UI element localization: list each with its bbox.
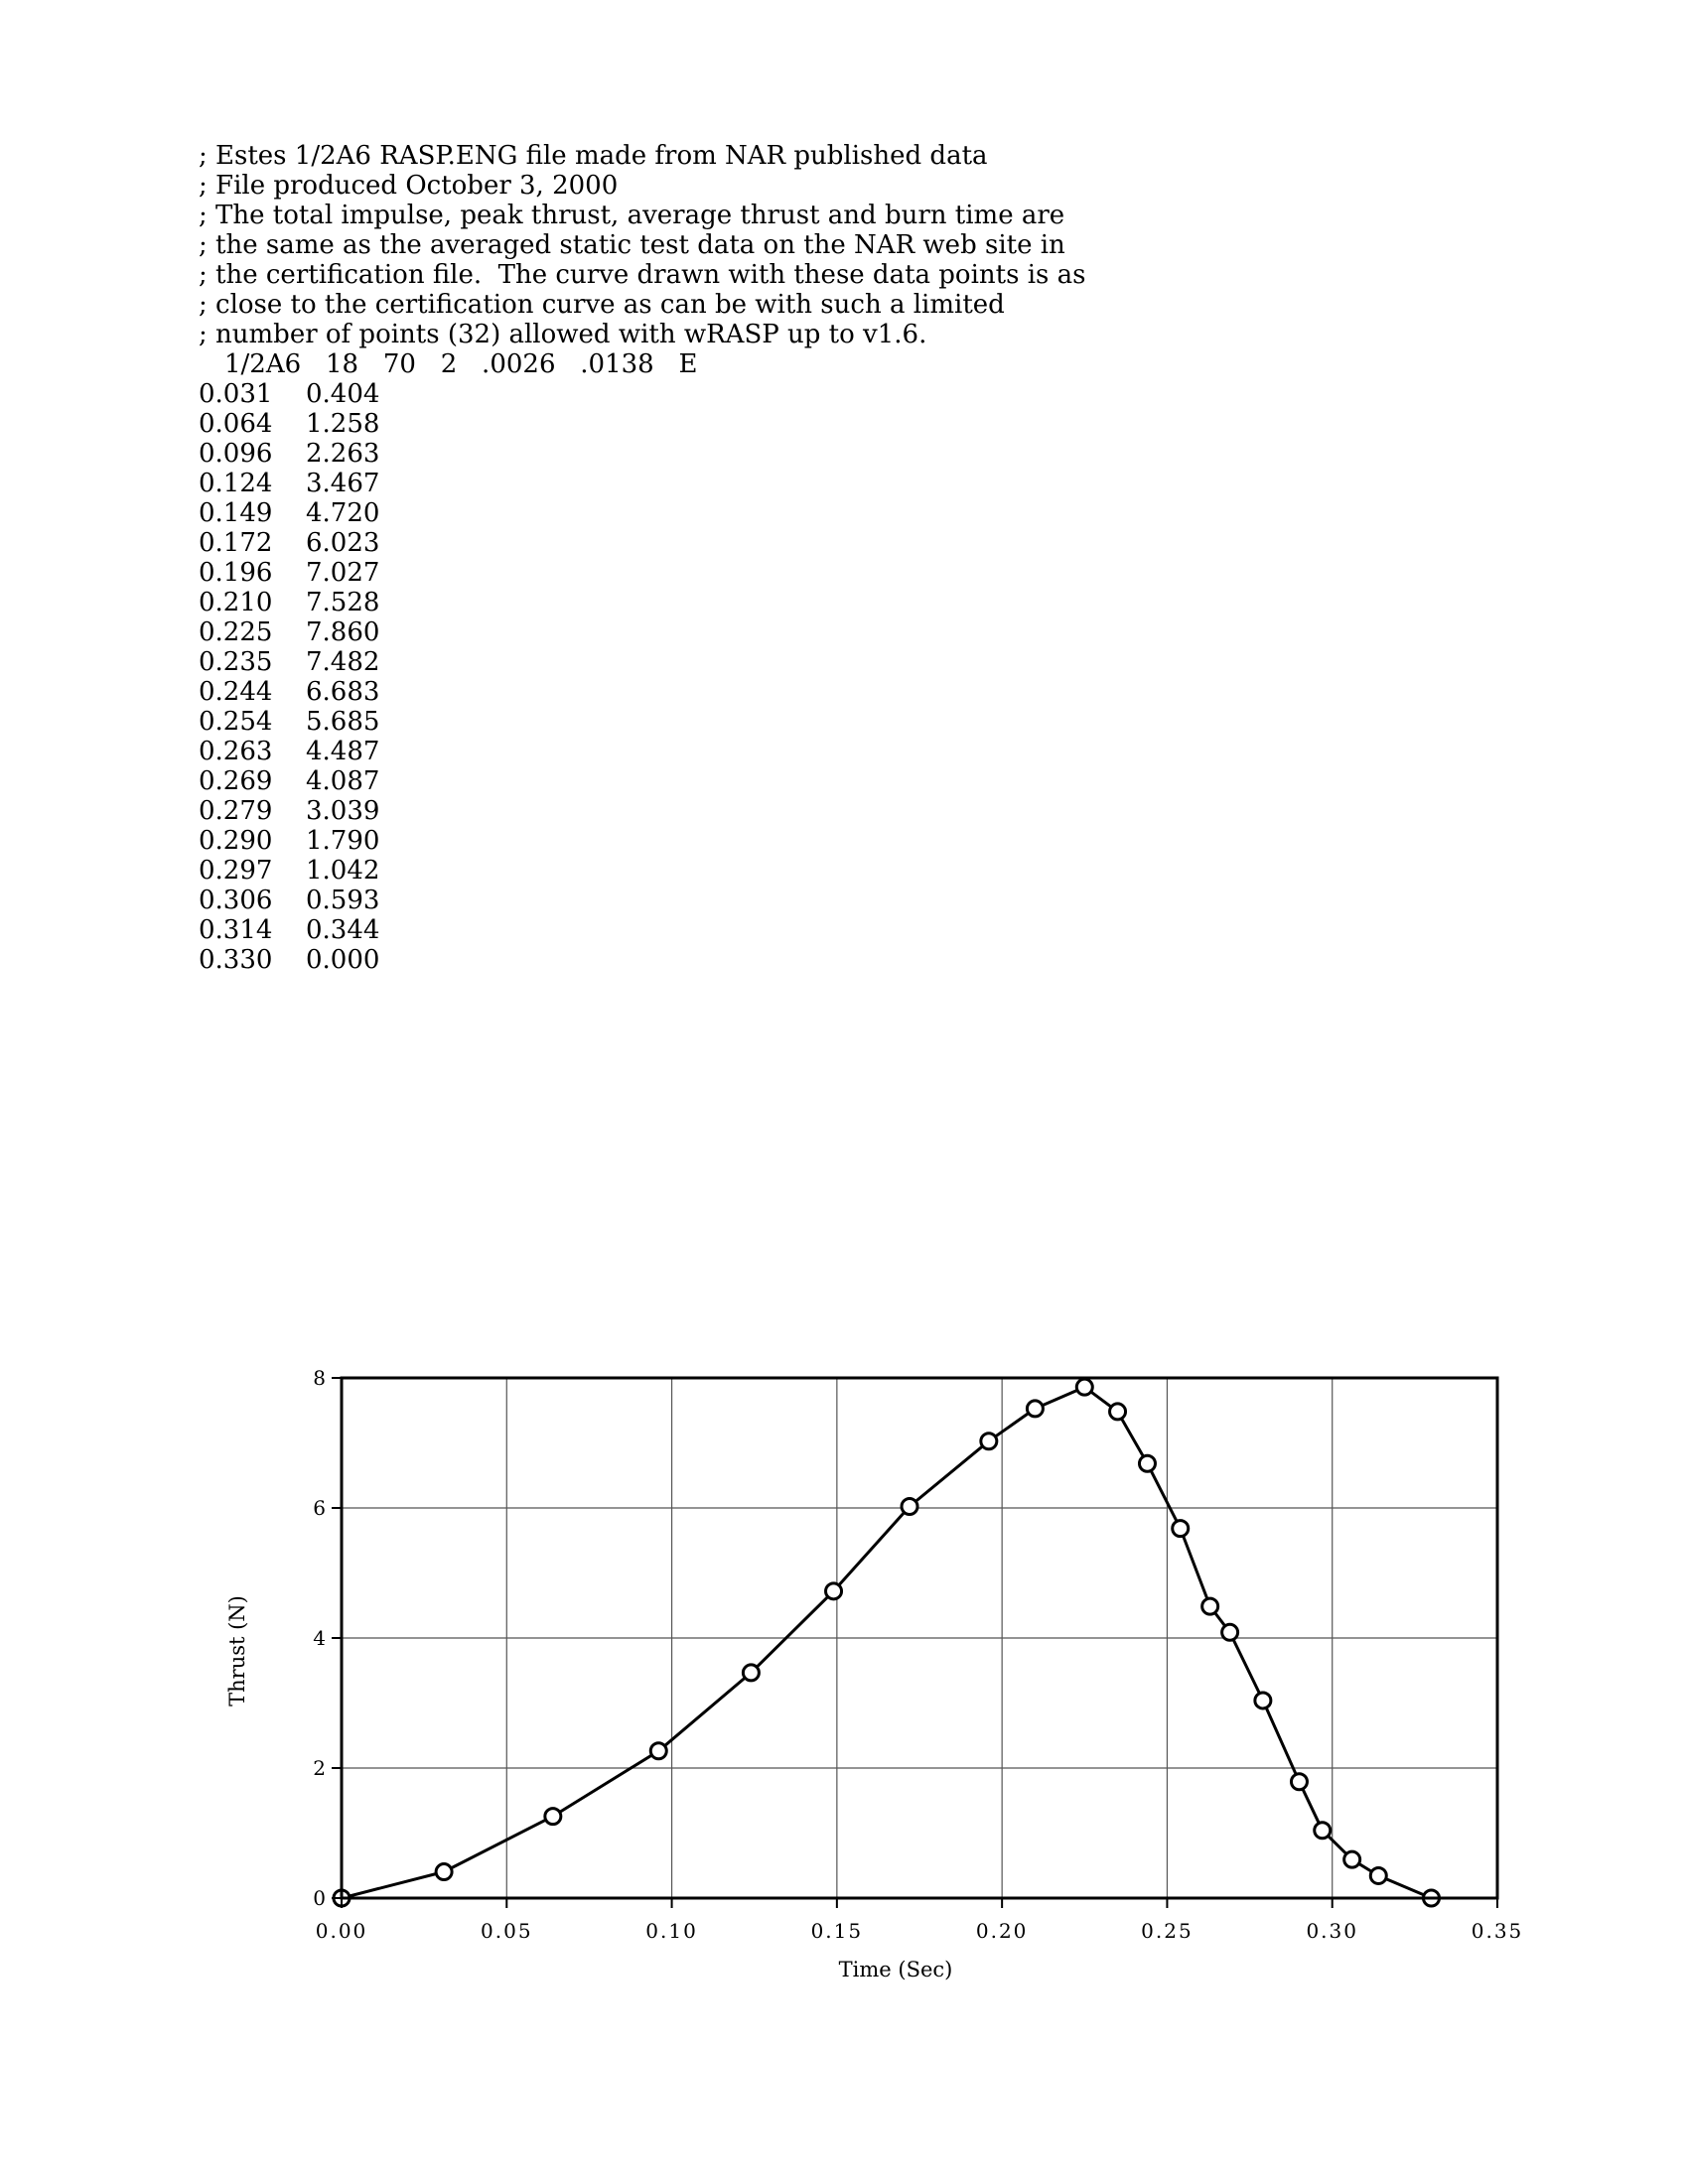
tick-labels — [313, 1366, 1523, 1943]
data-row — [199, 677, 1390, 707]
data-row — [199, 498, 1390, 528]
comment-line: ; the certification file. The curve drawn with these data points is as — [199, 260, 1086, 290]
x-tick-label: 0.20 — [975, 1919, 1029, 1943]
y-tick-label: 8 — [313, 1366, 326, 1390]
time-value: 0.124 — [199, 469, 273, 498]
data-point — [1344, 1851, 1360, 1867]
thrust-value: 6.023 — [306, 528, 380, 558]
comment-line: ; the same as the averaged static test data on the NAR web site in — [199, 230, 1065, 260]
thrust-series-line — [342, 1387, 1432, 1898]
x-axis-label: Time (Sec) — [838, 1958, 953, 1981]
comment-line: ; close to the certification curve as can be with such a limited — [199, 290, 1005, 320]
data-point — [436, 1864, 452, 1880]
y-axis-label: Thrust (N) — [225, 1595, 249, 1706]
data-row — [199, 856, 1390, 886]
time-value: 0.210 — [199, 588, 273, 617]
thrust-value: 0.404 — [306, 379, 380, 409]
time-value: 0.279 — [199, 796, 273, 826]
data-row — [199, 439, 1390, 469]
data-row — [199, 737, 1390, 766]
eng-file-text — [199, 141, 1390, 975]
data-row — [199, 588, 1390, 617]
time-value: 0.096 — [199, 439, 273, 469]
thrust-curve-chart — [0, 1350, 1688, 2045]
thrust-value: 1.790 — [306, 826, 380, 856]
data-point — [545, 1809, 561, 1825]
comment-line: ; Estes 1/2A6 RASP.ENG file made from NAR published data — [199, 141, 988, 171]
time-value: 0.314 — [199, 915, 273, 945]
x-tick-label: 0.00 — [315, 1919, 368, 1943]
thrust-value: 0.593 — [306, 886, 380, 915]
data-row — [199, 617, 1390, 647]
time-value: 0.306 — [199, 886, 273, 915]
data-point — [743, 1665, 759, 1681]
thrust-value: 1.042 — [306, 856, 380, 886]
thrust-value: 0.344 — [306, 915, 380, 945]
thrust-value: 1.258 — [306, 409, 380, 439]
motor-header-line: 1/2A6 18 70 2 .0026 .0138 E — [224, 349, 698, 379]
data-point — [1110, 1404, 1126, 1420]
data-point — [1222, 1624, 1238, 1640]
x-tick-label: 0.25 — [1141, 1919, 1194, 1943]
time-value: 0.225 — [199, 617, 273, 647]
data-row — [199, 379, 1390, 409]
x-tick-label: 0.10 — [645, 1919, 698, 1943]
data-point — [1076, 1379, 1092, 1395]
data-row — [199, 766, 1390, 796]
time-value: 0.064 — [199, 409, 273, 439]
data-row — [199, 886, 1390, 915]
data-point — [650, 1743, 666, 1759]
time-value: 0.290 — [199, 826, 273, 856]
time-value: 0.031 — [199, 379, 273, 409]
y-tick-label: 0 — [313, 1886, 326, 1910]
data-point-markers — [334, 1379, 1439, 1906]
thrust-value: 0.000 — [306, 945, 380, 975]
time-value: 0.263 — [199, 737, 273, 766]
data-point — [1139, 1455, 1155, 1471]
time-value: 0.269 — [199, 766, 273, 796]
data-row — [199, 469, 1390, 498]
data-point — [1291, 1774, 1307, 1790]
y-tick-label: 4 — [313, 1626, 326, 1650]
time-value: 0.254 — [199, 707, 273, 737]
thrust-curve-svg — [0, 1350, 1688, 2045]
comment-line: ; File produced October 3, 2000 — [199, 171, 619, 201]
series-line — [342, 1387, 1432, 1898]
thrust-data-rows — [199, 379, 1390, 975]
thrust-value: 6.683 — [306, 677, 380, 707]
grid-lines — [342, 1378, 1497, 1898]
data-point — [902, 1498, 917, 1514]
data-row — [199, 409, 1390, 439]
x-tick-label: 0.35 — [1471, 1919, 1524, 1943]
data-row — [199, 707, 1390, 737]
data-point — [981, 1433, 997, 1449]
data-row — [199, 647, 1390, 677]
x-tick-label: 0.30 — [1306, 1919, 1358, 1943]
data-point — [1315, 1823, 1331, 1839]
time-value: 0.196 — [199, 558, 273, 588]
time-value: 0.172 — [199, 528, 273, 558]
data-point — [1027, 1401, 1043, 1417]
x-tick-label: 0.05 — [481, 1919, 533, 1943]
time-value: 0.244 — [199, 677, 273, 707]
time-value: 0.149 — [199, 498, 273, 528]
comment-lines — [199, 141, 1390, 349]
thrust-value: 3.467 — [306, 469, 380, 498]
thrust-value: 5.685 — [306, 707, 380, 737]
comment-line: ; number of points (32) allowed with wRASP up to v1.6. — [199, 320, 927, 349]
time-value: 0.297 — [199, 856, 273, 886]
data-row — [199, 796, 1390, 826]
time-value: 0.330 — [199, 945, 273, 975]
thrust-value: 4.487 — [306, 737, 380, 766]
thrust-value: 7.528 — [306, 588, 380, 617]
data-row — [199, 826, 1390, 856]
data-row — [199, 558, 1390, 588]
y-tick-label: 2 — [313, 1756, 326, 1780]
x-tick-label: 0.15 — [810, 1919, 864, 1943]
data-point — [1173, 1521, 1189, 1537]
data-row — [199, 915, 1390, 945]
thrust-value: 3.039 — [306, 796, 380, 826]
thrust-value: 4.720 — [306, 498, 380, 528]
data-row — [199, 945, 1390, 975]
thrust-value: 4.087 — [306, 766, 380, 796]
data-point — [1202, 1598, 1218, 1614]
data-point — [1370, 1867, 1386, 1883]
thrust-value: 2.263 — [306, 439, 380, 469]
thrust-value: 7.027 — [306, 558, 380, 588]
thrust-value: 7.482 — [306, 647, 380, 677]
y-tick-label: 6 — [313, 1496, 326, 1520]
comment-line: ; The total impulse, peak thrust, average thrust and burn time are — [199, 201, 1065, 230]
thrust-value: 7.860 — [306, 617, 380, 647]
time-value: 0.235 — [199, 647, 273, 677]
data-point — [1255, 1693, 1271, 1708]
data-point — [826, 1583, 842, 1599]
data-row — [199, 528, 1390, 558]
